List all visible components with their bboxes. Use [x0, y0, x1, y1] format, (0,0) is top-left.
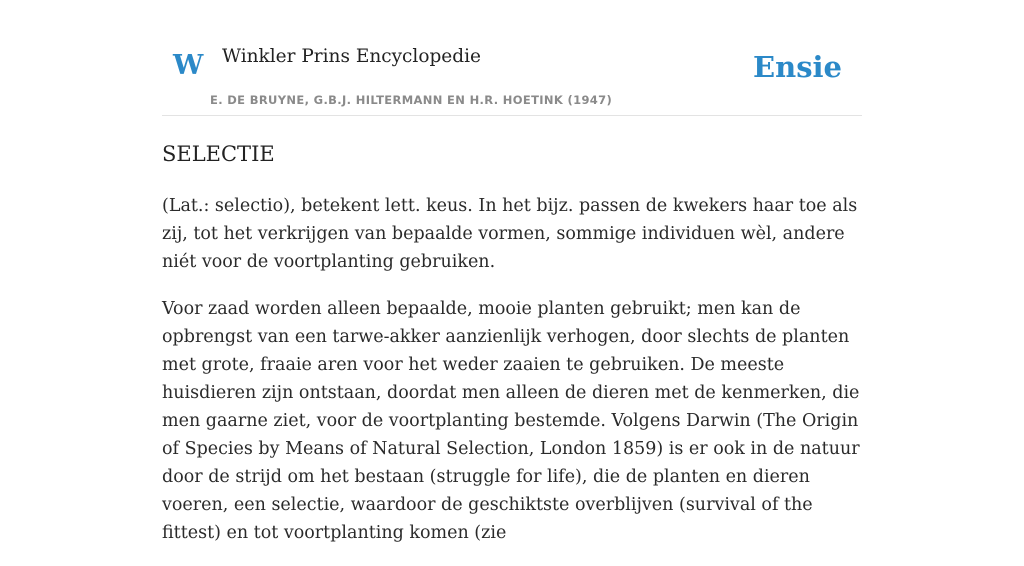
article-body [162, 192, 862, 566]
header [162, 0, 862, 116]
entry-title: SELECTIE [162, 142, 275, 166]
site-title[interactable]: Winkler Prins Encyclopedie [222, 46, 481, 67]
paragraph: (Lat.: selectio), betekent lett. keus. In het bijz. passen de kwekers haar toe als zij, tot het verkrijgen van bepaalde vormen, sommige individuen wèl, andere niét voor de voortplanting gebruiken. [162, 196, 858, 272]
authors-credit: E. DE BRUYNE, G.B.J. HILTERMANN EN H.R. HOETINK (1947) [210, 93, 613, 107]
article-container [162, 0, 862, 543]
winkler-prins-logo-icon[interactable]: W [173, 50, 204, 81]
paragraph: Voor zaad worden alleen bepaalde, mooie planten gebruikt; men kan de opbrengst van een tarwe-akker aanzienlijk verhogen, door slechts de planten met grote, fraaie aren voor het weder zaaien te gebruiken. De meeste huisdieren zijn ontstaan, doordat men alleen de dieren met de kenmerken, die men gaarne ziet, voor de voortplanting bestemde. Volgens Darwin (The Origin of Species by Means of Natural Selection, London 1859) is er ook in de natuur door de strijd om het bestaan (struggle for life), die de planten en dieren voeren, een selectie, waardoor de geschiktste overblijven (survival of the fittest) en tot voortplanting komen (zie [162, 299, 860, 543]
ensie-brand-link[interactable]: Ensie [753, 50, 842, 84]
